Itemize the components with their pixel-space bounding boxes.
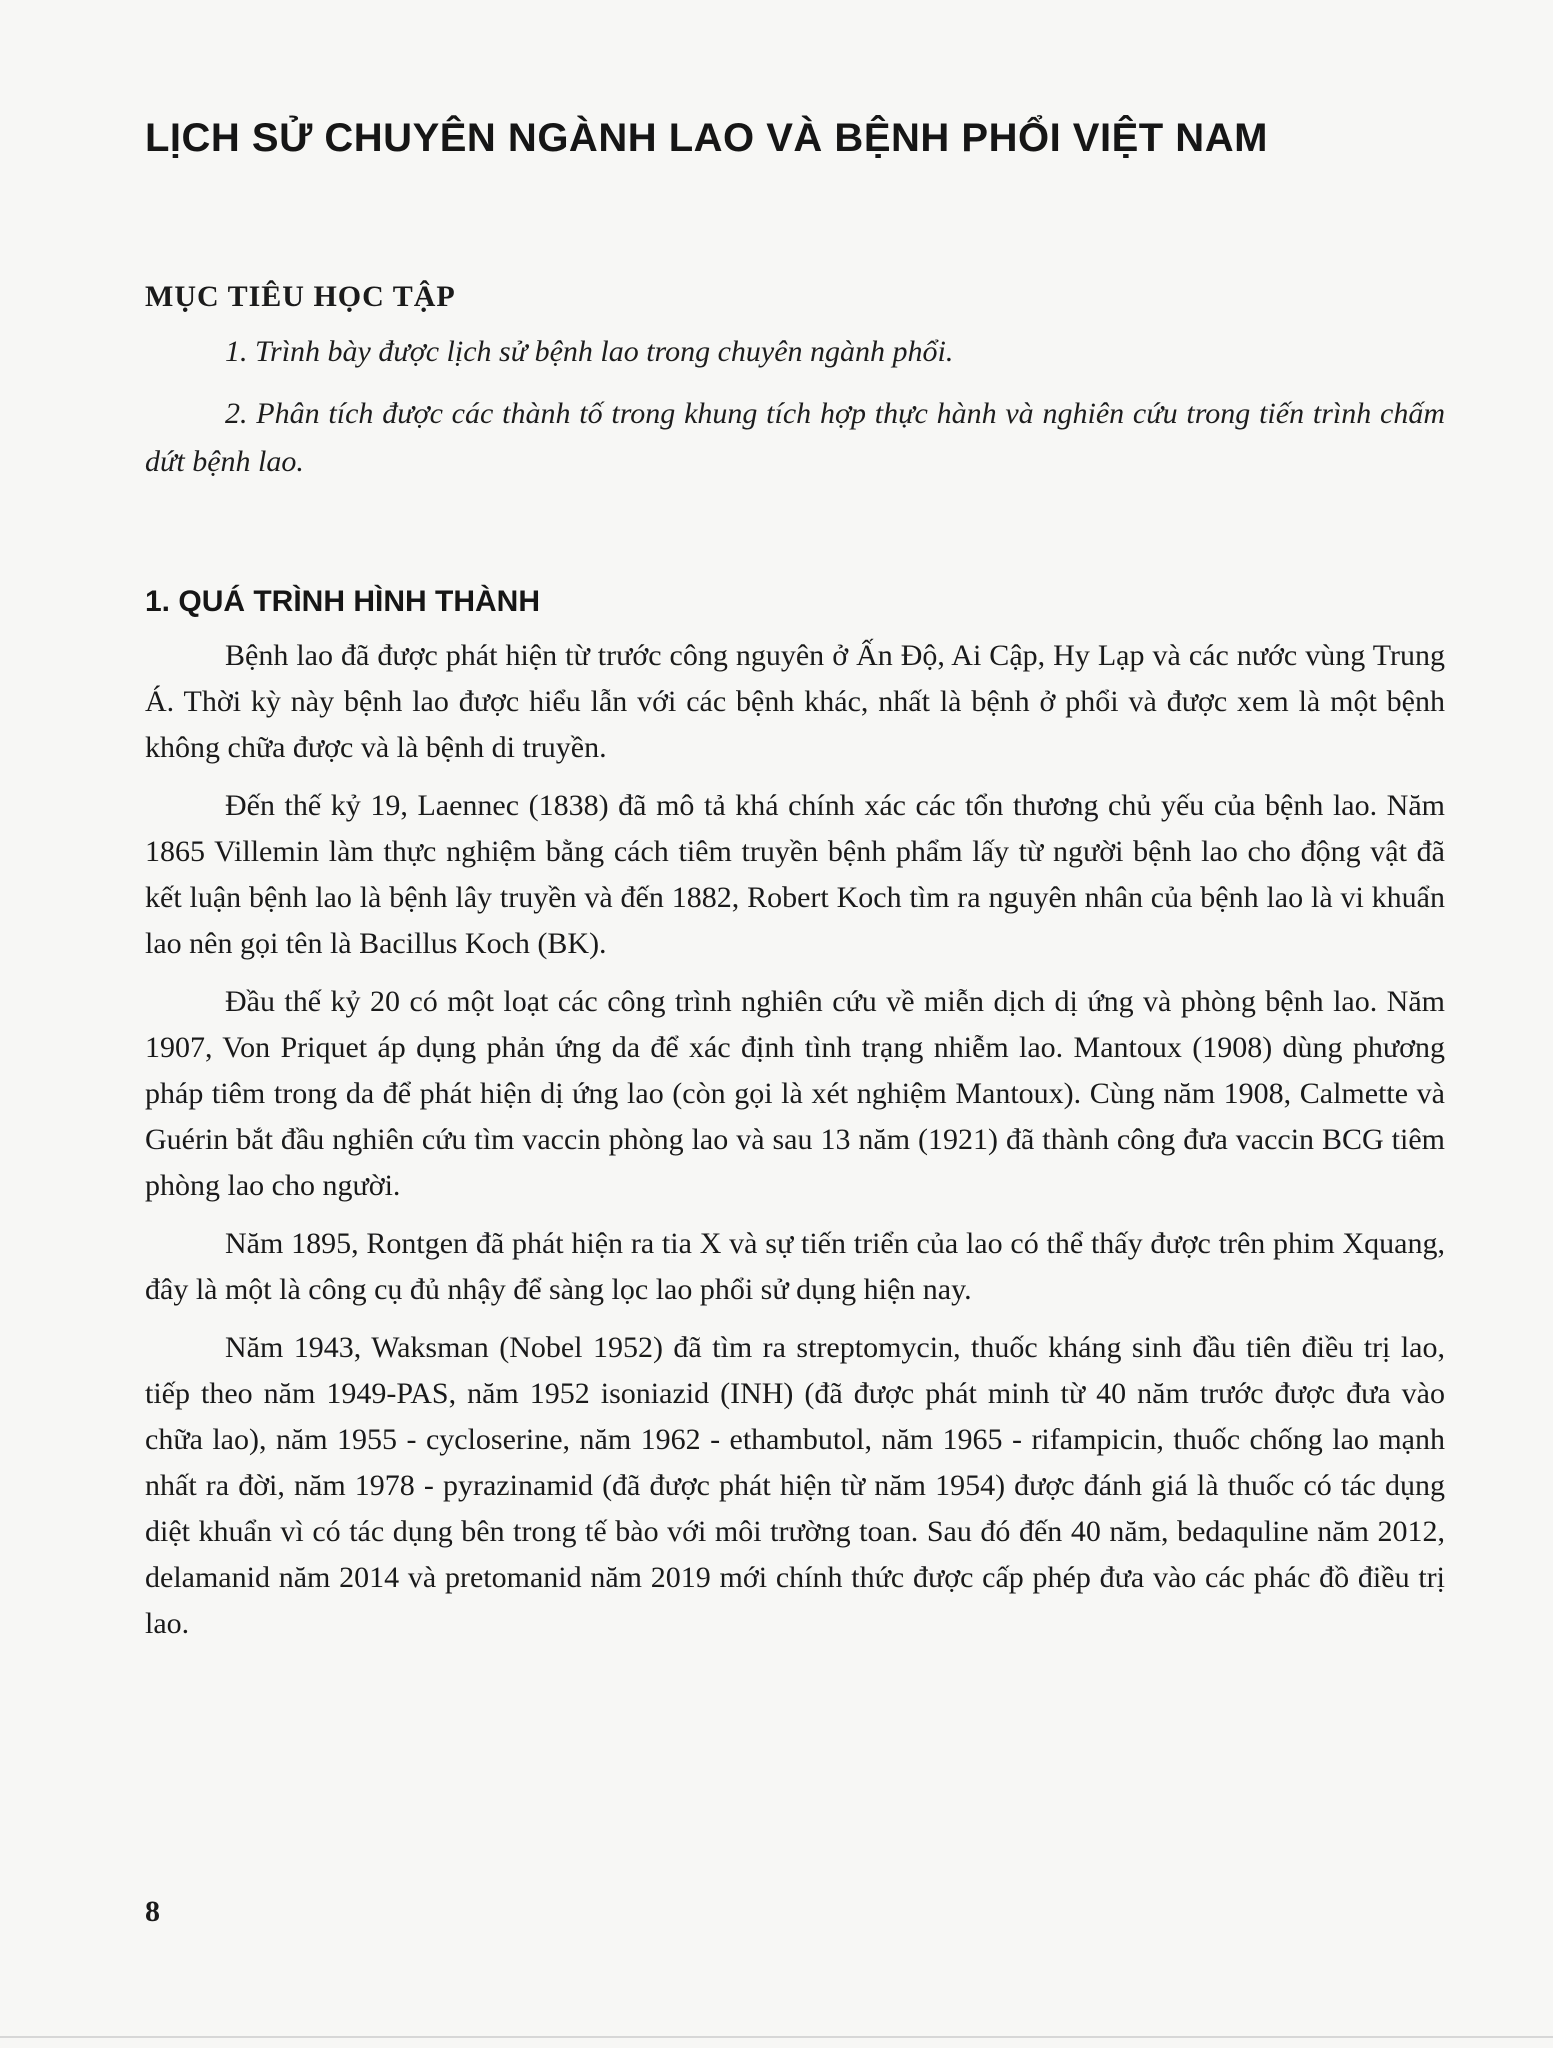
objectives-heading: MỤC TIÊU HỌC TẬP [145,280,456,313]
paragraph: Năm 1895, Rontgen đã phát hiện ra tia X và sự tiến triển của lao có thể thấy được trên phim Xquang, đây là một là công cụ đủ nhậy để sàng lọc lao phổi sử dụng hiện nay. [145,1227,1445,1306]
objective-item: 1. Trình bày được lịch sử bệnh lao trong chuyên ngành phổi. [225,335,954,368]
objective-item: 2. Phân tích được các thành tố trong khung tích hợp thực hành và nghiên cứu trong tiến trình chấm dứt bệnh lao. [145,397,1445,478]
page-edge-divider [0,2036,1553,2038]
paragraph: Bệnh lao đã được phát hiện từ trước công nguyên ở Ấn Độ, Ai Cập, Hy Lạp và các nước vùng Trung Á. Thời kỳ này bệnh lao được hiểu lẫn với các bệnh khác, nhất là bệnh ở phổi và được xem là một bệnh không chữa được và là bệnh di truyền. [145,639,1445,764]
page-number: 8 [145,1895,160,1928]
page-title: LỊCH SỬ CHUYÊN NGÀNH LAO VÀ BỆNH PHỔI VIỆT NAM [145,116,1268,160]
paragraph: Năm 1943, Waksman (Nobel 1952) đã tìm ra streptomycin, thuốc kháng sinh đầu tiên điều trị lao, tiếp theo năm 1949-PAS, năm 1952 isoniazid (INH) (đã được phát minh từ 40 năm trước được đưa vào chữa lao), năm 1955 - cycloserine, năm 1962 - ethambutol, năm 1965 - rifampicin, thuốc chống lao mạnh nhất ra đời, năm 1978 - pyrazinamid (đã được phát hiện từ năm 1954) được đánh giá là thuốc có tác dụng diệt khuẩn vì có tác dụng bên trong tế bào với môi trường toan. Sau đó đến 40 năm, bedaquline năm 2012, delamanid năm 2014 và pretomanid năm 2019 mới chính thức được cấp phép đưa vào các phác đồ điều trị lao. [145,1331,1445,1640]
section-heading: 1. QUÁ TRÌNH HÌNH THÀNH [145,585,540,618]
learning-objectives [145,280,1445,500]
paragraph: Đến thế kỷ 19, Laennec (1838) đã mô tả khá chính xác các tổn thương chủ yếu của bệnh lao. Năm 1865 Villemin làm thực nghiệm bằng cách tiêm truyền bệnh phẩm lấy từ người bệnh lao cho động vật đã kết luận bệnh lao là bệnh lây truyền và đến 1882, Robert Koch tìm ra nguyên nhân của bệnh lao là vi khuẩn lao nên gọi tên là Bacillus Koch (BK). [145,789,1445,960]
section-formation [145,585,1445,1659]
paragraph: Đầu thế kỷ 20 có một loạt các công trình nghiên cứu về miễn dịch dị ứng và phòng bệnh lao. Năm 1907, Von Priquet áp dụng phản ứng da để xác định tình trạng nhiễm lao. Mantoux (1908) dùng phương pháp tiêm trong da để phát hiện dị ứng lao (còn gọi là xét nghiệm Mantoux). Cùng năm 1908, Calmette và Guérin bắt đầu nghiên cứu tìm vaccin phòng lao và sau 13 năm (1921) đã thành công đưa vaccin BCG tiêm phòng lao cho người. [145,985,1445,1202]
